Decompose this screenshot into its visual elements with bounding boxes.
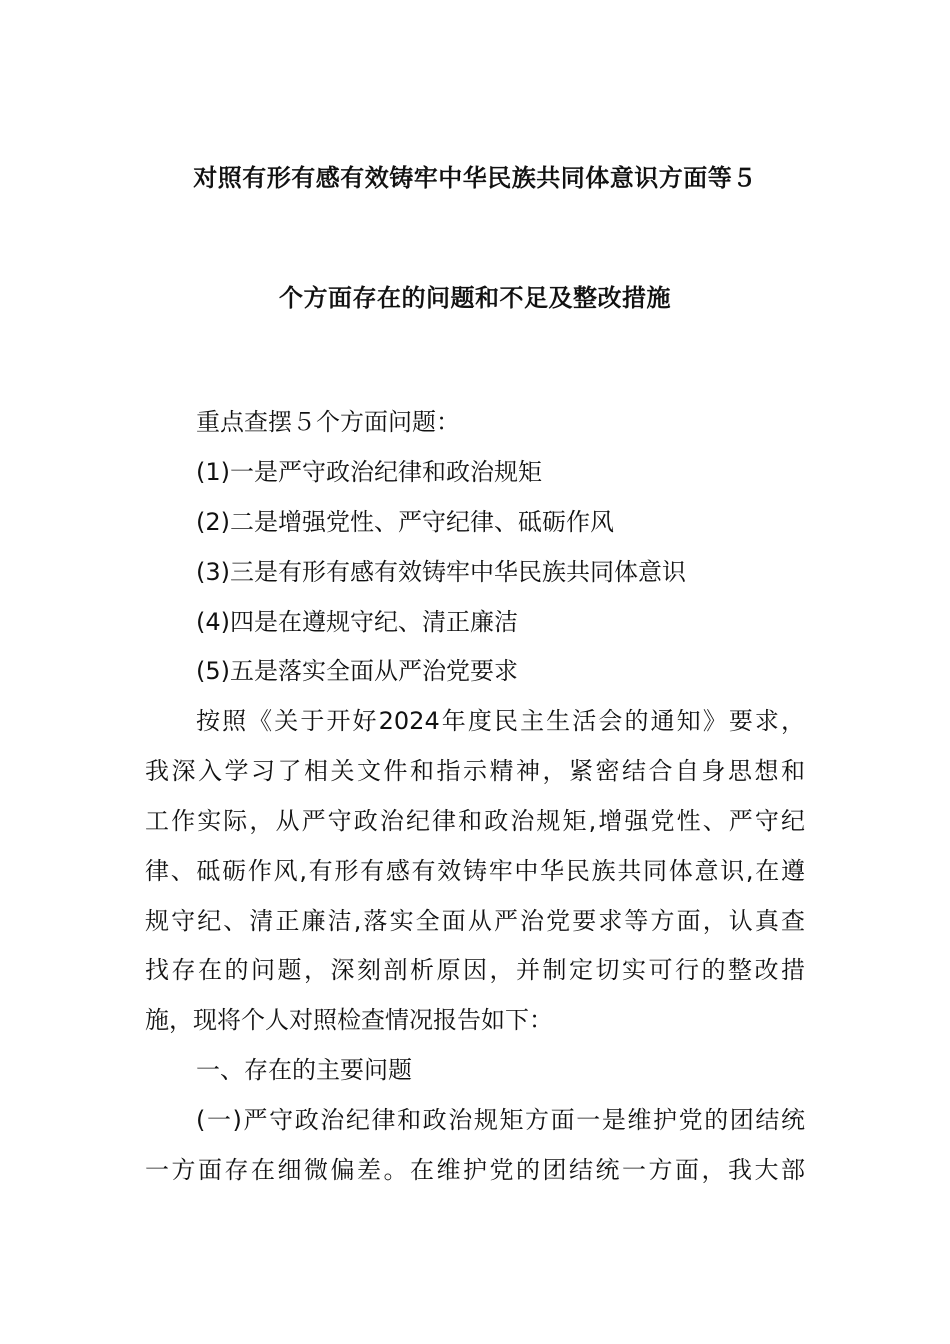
paragraph-line-4: 律、砥砺作风,有形有感有效铸牢中华民族共同体意识,在遵 [145,857,805,885]
list-item-4: (4)四是在遵规守纪、清正廉洁 [196,608,518,636]
list-item-5: (5)五是落实全面从严治党要求 [196,657,518,685]
document-title-line-1: 对照有形有感有效铸牢中华民族共同体意识方面等５ [193,164,757,192]
paragraph-line-3: 工作实际，从严守政治纪律和政治规矩,增强党性、严守纪 [145,807,805,835]
section-heading: 一、存在的主要问题 [196,1056,412,1084]
paragraph-line-6: 找存在的问题，深刻剖析原因，并制定切实可行的整改措 [145,956,805,984]
section-line-1: (一)严守政治纪律和政治规矩方面一是维护党的团结统 [196,1106,805,1134]
list-item-2: (2)二是增强党性、严守纪律、砥砺作风 [196,508,614,536]
paragraph-line-5: 规守纪、清正廉洁,落实全面从严治党要求等方面，认真查 [145,907,805,935]
section-line-2: 一方面存在细微偏差。在维护党的团结统一方面，我大部 [145,1156,805,1184]
list-item-1: (1)一是严守政治纪律和政治规矩 [196,458,542,486]
intro-text: 重点查摆５个方面问题： [196,408,460,436]
document-title-line-2: 个方面存在的问题和不足及整改措施 [279,284,671,312]
paragraph-line-7: 施，现将个人对照检查情况报告如下： [145,1006,553,1034]
paragraph-line-1: 按照《关于开好2024年度民主生活会的通知》要求， [196,707,805,735]
paragraph-line-2: 我深入学习了相关文件和指示精神，紧密结合自身思想和 [145,757,805,785]
list-item-3: (3)三是有形有感有效铸牢中华民族共同体意识 [196,558,686,586]
